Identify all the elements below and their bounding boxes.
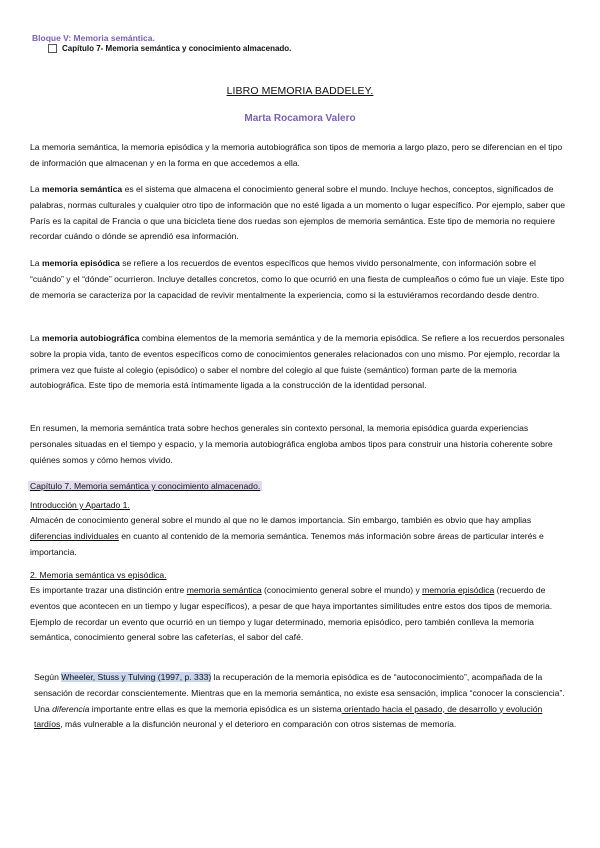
section-1-paragraph [30, 513, 570, 560]
episodic-paragraph [30, 256, 570, 303]
document-title: LIBRO MEMORIA BADDELEY. [226, 85, 374, 97]
block-heading: Bloque V: Memoria semántica. [32, 33, 155, 43]
underlined-term: memoria semántica [186, 585, 262, 595]
emphasis-term: diferencia [52, 703, 90, 714]
underlined-term: orientado hacia el pasado, de desarrollo y evolución tardíos [34, 703, 543, 730]
autobiographical-term: memoria autobiográfica [41, 333, 140, 343]
text-run: (recuerdo de eventos que acontecen en un tiempo y lugar específicos), a pesar de que haya importantes similitudes entre estos dos tipos de memoria. Ejemplo de recordar un evento que ocurrió en un tiempo y lugar determinado, memoria episódico, pero también conlleva la memoria semántica, conocimiento general sobre las cafeterías, el sabor del café. [30, 585, 553, 643]
text-run: , más vulnerable a la disfunción neuronal y el deterioro en comparación con otros sistemas de memoria. [60, 719, 457, 730]
text-run: La [30, 184, 42, 194]
text-run: Es importante trazar una distinción entre [30, 585, 187, 595]
section-1-heading: Introducción y Apartado 1. [30, 500, 130, 510]
citation-highlight: Wheeler, Stuss y Tulving (1997, p. 333) [61, 672, 212, 682]
checkbox-icon[interactable] [48, 44, 57, 53]
underlined-term: memoria episódica [422, 585, 495, 595]
text-run: Según [34, 672, 62, 682]
chapter-checklist-label: Capítulo 7- Memoria semántica y conocimiento almacenado. [62, 44, 292, 53]
text-run: La [30, 333, 42, 343]
text-run: importante entre ellas es que la memoria episódica es un sistema [89, 703, 342, 714]
document-author: Marta Rocamora Valero [244, 113, 356, 124]
summary-paragraph: En resumen, la memoria semántica trata sobre hechos generales sin contexto personal, la memoria episódica guarda experiencias personales situadas en el tiempo y espacio, y la memoria autobiográfica engloba ambos tipos para construir una historia coherente sobre quiénes somos y cómo hemos vivido. [30, 423, 553, 465]
intro-paragraph: La memoria semántica, la memoria episódica y la memoria autobiográfica son tipos de memoria a largo plazo, pero se diferencian en el tipo de información que almacenan y en la forma en que accedemos a ella. [30, 142, 563, 168]
autobiographical-paragraph [30, 331, 570, 394]
semantic-paragraph [30, 182, 570, 245]
underlined-term: diferencias individuales [30, 530, 119, 541]
text-run: en cuanto al contenido de la memoria semántica. Tenemos más información sobre áreas de particular interés e importancia. [30, 530, 544, 557]
text-run: (conocimiento general sobre el mundo) y [261, 585, 423, 595]
text-run: Almacén de conocimiento general sobre el mundo al que no le damos importancia. Sin embargo, también es obvio que hay amplias [30, 515, 532, 525]
episodic-term: memoria episódica [41, 258, 120, 268]
section-2-heading: 2. Memoria semántica vs episódica. [30, 570, 167, 580]
wheeler-paragraph [34, 670, 570, 733]
section-2-paragraph [30, 583, 570, 646]
text-run: se refiere a los recuerdos de eventos específicos que hemos vivido personalmente, con información sobre el “cuándo” y el “dónde” ocurrieron. Incluye detalles concretos, como lo que ocurrió en una fiesta de cumpleaños o cómo fue un viaje. Este tipo de memoria se caracteriza por la capacidad de revivir mentalmente la experiencia, como si la estuviéramos recordando desde dentro. [30, 258, 565, 300]
text-run: es el sistema que almacena el conocimiento general sobre el mundo. Incluye hechos, conceptos, significados de palabras, normas culturales y cualquier otro tipo de información que no esté ligada a un momento o lugar específico. Por ejemplo, saber que París es la capital de Francia o que una bicicleta tiene dos ruedas son ejemplos de memoria semántica. Este tipo de memoria no requiere recordar cuándo o dónde se aprendió esa información. [30, 184, 566, 242]
text-run: combina elementos de la memoria semántica y de la memoria episódica. Se refiere a los recuerdos personales sobre la propia vida, tanto de eventos específicos como de conocimientos generales relacionados con uno mismo. Por ejemplo, recordar la primera vez que fuiste al colegio (episódico) o saber el nombre del colegio al que fuiste (semántico) forman parte de la memoria autobiográfica. Este tipo de memoria está íntimamente ligada a la construcción de la identidad personal. [30, 333, 565, 391]
chapter-heading: Capítulo 7. Memoria semántica y conocimiento almacenado. [30, 481, 261, 491]
text-run: La [30, 258, 42, 268]
text-run: la recuperación de la memoria episódica es de “autoconocimiento”, acompañada de la sensación de recordar conscientemente. Mientras que en la memoria semántica, no existe esa sensación, implica “conocer la consciencia”. Una [34, 672, 565, 714]
semantic-term: memoria semántica [41, 184, 123, 194]
chapter-checklist-item [48, 44, 291, 53]
